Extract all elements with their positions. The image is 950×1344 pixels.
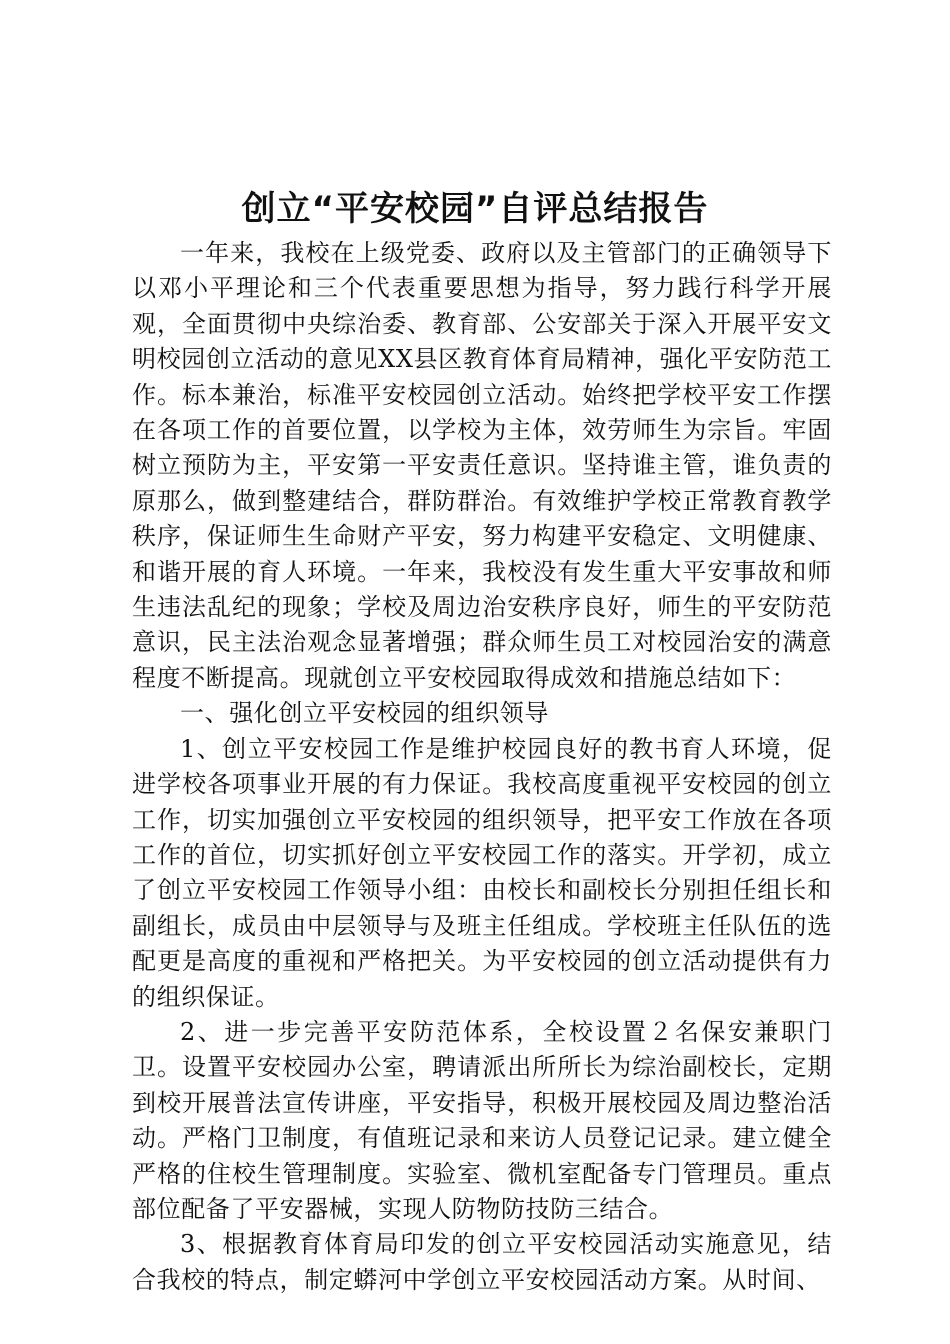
intro-paragraph: 一年来，我校在上级党委、政府以及主管部门的正确领导下以邓小平理论和三个代表重要思想为指导，努力践行科学开展观，全面贯彻中央综治委、教育部、公安部关于深入开展平安文明校园创立活动的意见XX县区教育体育局精神，强化平安防范工作。标本兼治，标准平安校园创立活动。始终把学校平安工作摆在各项工作的首要位置，以学校为主体，效劳师生为宗旨。牢固树立预防为主，平安第一平安责任意识。坚持谁主管，谁负责的原那么，做到整建结合，群防群治。有效维护学校正常教育教学秩序，保证师生生命财产平安，努力构建平安稳定、文明健康、和谐开展的育人环境。一年来，我校没有发生重大平安事故和师生违法乱纪的现象；学校及周边治安秩序良好，师生的平安防范意识，民主法治观念显著增强；群众师生员工对校园治安的满意程度不断提高。现就创立平安校园取得成效和措施总结如下： — [132, 239, 832, 692]
document-title: 创立“平安校园”自评总结报告 — [241, 189, 709, 229]
paragraph-item-1: 1、创立平安校园工作是维护校园良好的教书育人环境，促进学校各项事业开展的有力保证。我校高度重视平安校园的创立工作，切实加强创立平安校园的组织领导，把平安工作放在各项工作的首位，切实抓好创立平安校园工作的落实。开学初，成立了创立平安校园工作领导小组：由校长和副校长分别担任组长和副组长，成员由中层领导与及班主任组成。学校班主任队伍的选配更是高度的重视和严格把关。为平安校园的创立活动提供有力的组织保证。 — [132, 734, 832, 1011]
paragraph-item-3: 3、根据教育体育局印发的创立平安校园活动实施意见，结合我校的特点，制定蟒河中学创立平安校园活动方案。从时间、 — [132, 1230, 832, 1294]
section-heading-1: 一、强化创立平安校园的组织领导 — [180, 699, 549, 728]
document-body — [132, 236, 832, 1298]
paragraph-item-2: 2、进一步完善平安防范体系，全校设置２名保安兼职门卫。设置平安校园办公室，聘请派出所所长为综治副校长，定期到校开展普法宣传讲座，平安指导，积极开展校园及周边整治活动。严格门卫制度，有值班记录和来访人员登记记录。建立健全严格的住校生管理制度。实验室、微机室配备专门管理员。重点部位配备了平安器械，实现人防物防技防三结合。 — [132, 1017, 832, 1223]
